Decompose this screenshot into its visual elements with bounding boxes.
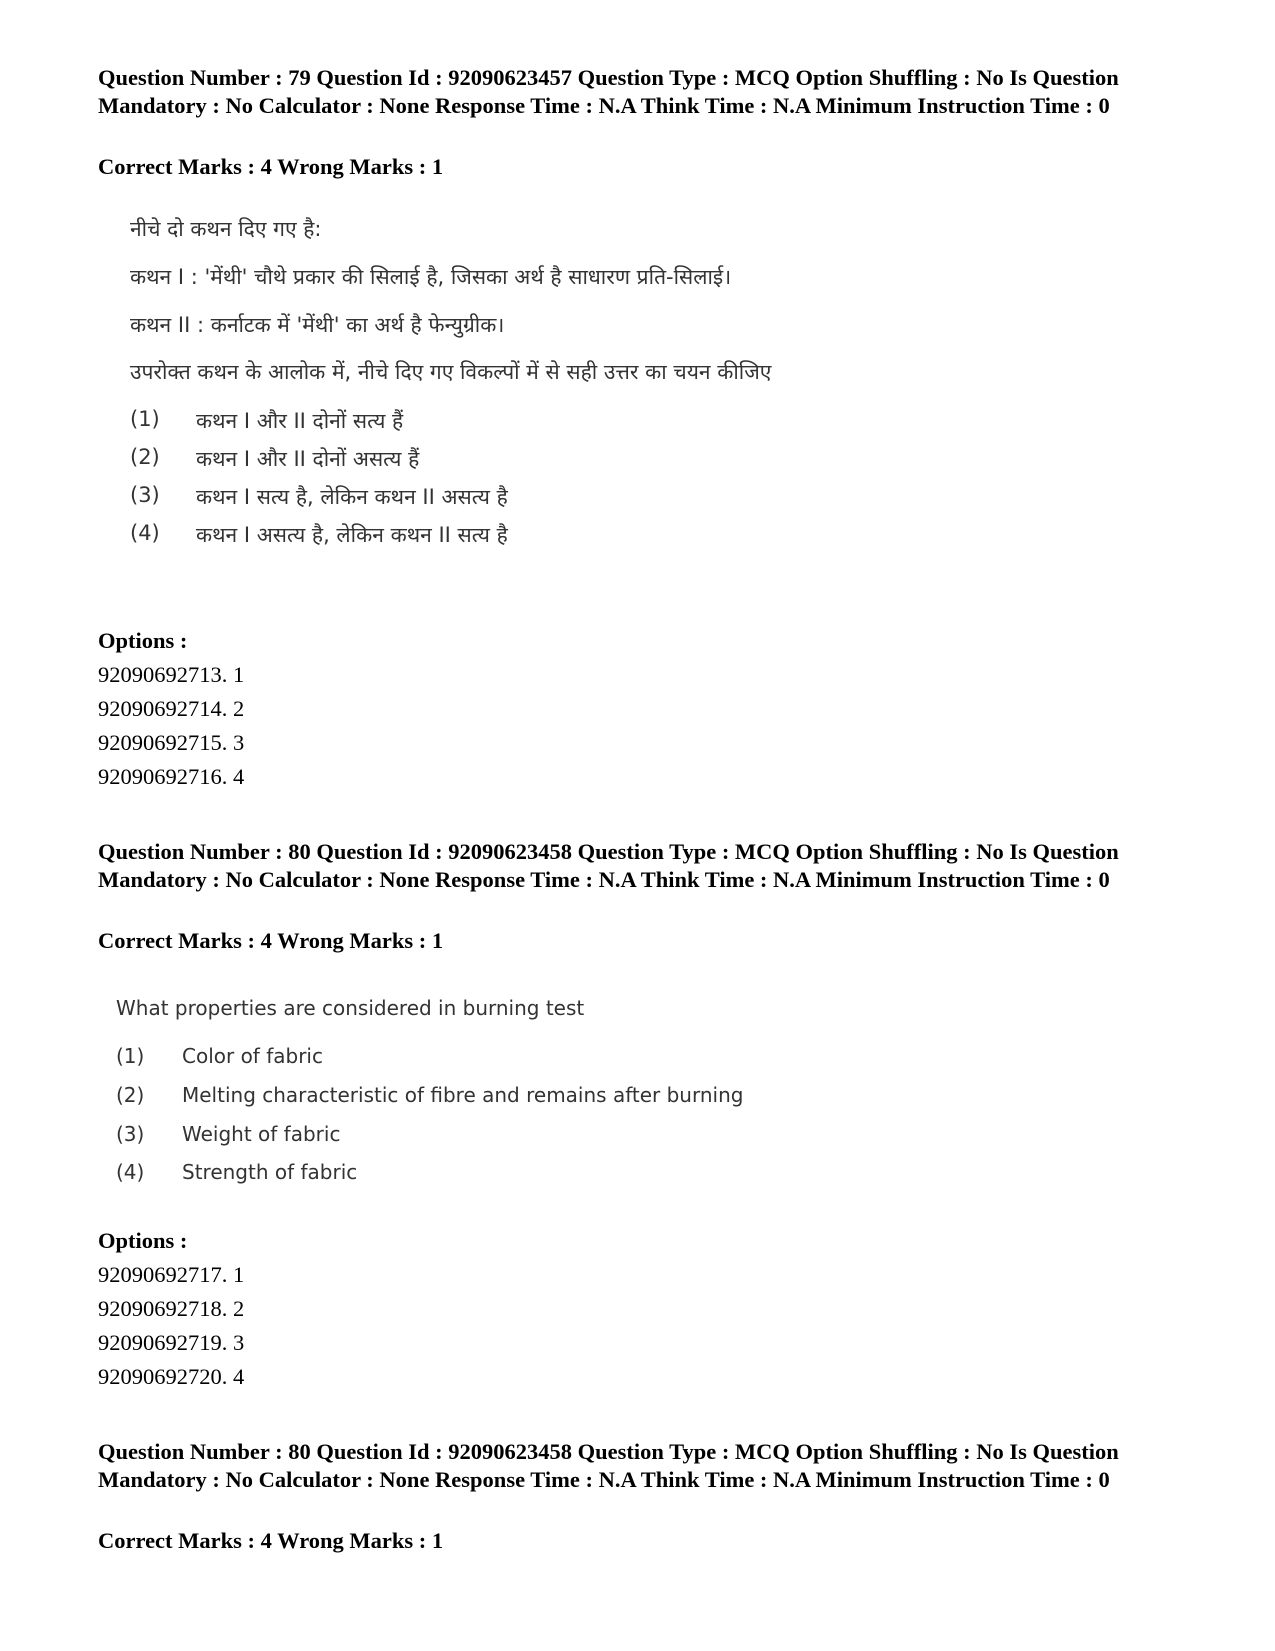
option-line: 92090692716. 4 [98, 764, 245, 789]
question-meta: Question Number : 80 Question Id : 92090623458 Question Type : MCQ Option Shuffling : No Is Question Mandatory : No Calculator : None Response Time : N.A Think Time : N.A Minimum Instruction Time : 0 [98, 839, 1119, 892]
option-line: 92090692715. 3 [98, 730, 245, 755]
choice-text: कथन I असत्य है, लेकिन कथन II सत्य है [196, 523, 508, 547]
question-marks: Correct Marks : 4 Wrong Marks : 1 [98, 154, 444, 179]
question-meta: Question Number : 79 Question Id : 92090623457 Question Type : MCQ Option Shuffling : No Is Question Mandatory : No Calculator : None Response Time : N.A Think Time : N.A Minimum Instruction Time : 0 [98, 65, 1119, 118]
option-line: 92090692713. 1 [98, 662, 245, 687]
question-meta: Question Number : 80 Question Id : 92090623458 Question Type : MCQ Option Shuffling : No Is Question Mandatory : No Calculator : None Response Time : N.A Think Time : N.A Minimum Instruction Time : 0 [98, 1439, 1119, 1492]
option-line: 92090692714. 2 [98, 696, 245, 721]
question-body [116, 996, 876, 1196]
question-marks: Correct Marks : 4 Wrong Marks : 1 [98, 928, 444, 953]
choice-number: (1) [130, 407, 160, 431]
options-label: Options : [98, 1228, 188, 1253]
option-line: 92090692717. 1 [98, 1262, 245, 1287]
option-line: 92090692720. 4 [98, 1364, 245, 1389]
question-stem-line: कथन II : कर्नाटक में 'मेंथी' का अर्थ है फेन्युग्रीक। [130, 313, 505, 337]
choice-number: (1) [116, 1044, 145, 1068]
question-stem-line: उपरोक्त कथन के आलोक में, नीचे दिए गए विकल्पों में से सही उत्तर का चयन कीजिए [130, 360, 772, 384]
choice-text: Color of fabric [182, 1044, 323, 1068]
choice-text: Weight of fabric [182, 1122, 341, 1146]
choice-number: (4) [130, 521, 160, 545]
question-stem-line: What properties are considered in burning test [116, 996, 585, 1020]
option-line: 92090692718. 2 [98, 1296, 245, 1321]
choice-number: (2) [116, 1083, 145, 1107]
question-stem-line: नीचे दो कथन दिए गए है: [130, 217, 322, 241]
question-body [130, 215, 890, 575]
choice-text: कथन I सत्य है, लेकिन कथन II असत्य है [196, 485, 508, 509]
question-stem-line: कथन I : 'मेंथी' चौथे प्रकार की सिलाई है, जिसका अर्थ है साधारण प्रति-सिलाई। [130, 265, 732, 289]
choice-number: (3) [116, 1122, 145, 1146]
choice-number: (2) [130, 445, 160, 469]
choice-text: Strength of fabric [182, 1160, 358, 1184]
choice-text: कथन I और II दोनों सत्य हैं [196, 409, 404, 433]
option-line: 92090692719. 3 [98, 1330, 245, 1355]
options-label: Options : [98, 628, 188, 653]
choice-number: (3) [130, 483, 160, 507]
question-marks: Correct Marks : 4 Wrong Marks : 1 [98, 1528, 444, 1553]
choice-text: कथन I और II दोनों असत्य हैं [196, 447, 420, 471]
choice-text: Melting characteristic of fibre and remains after burning [182, 1083, 744, 1107]
choice-number: (4) [116, 1160, 145, 1184]
